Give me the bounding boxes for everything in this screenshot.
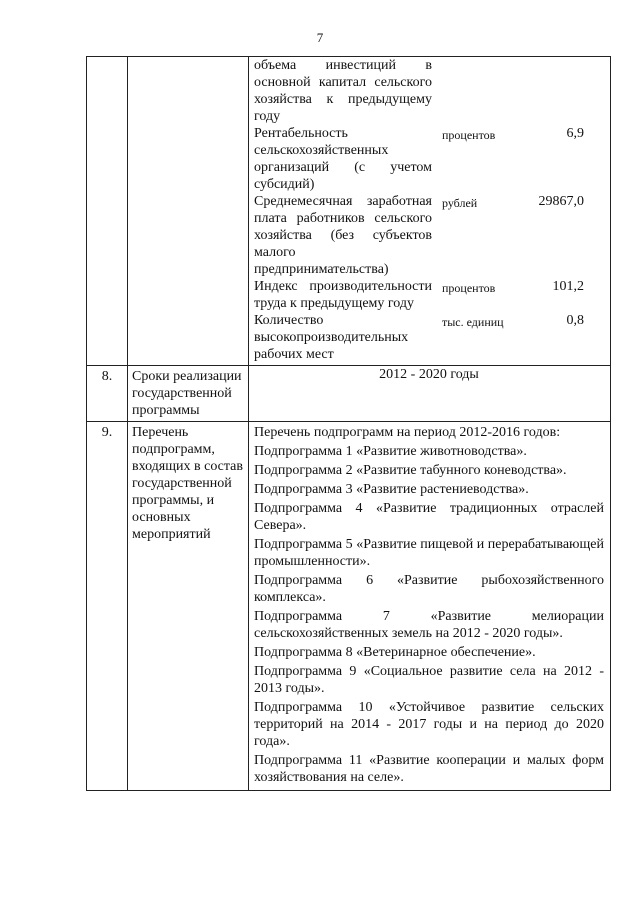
subprogram-item: Подпрограмма 1 «Развитие животноводства». (254, 444, 527, 459)
indicator-unit: рублей (442, 196, 478, 210)
indicator-row (254, 193, 604, 278)
indicator-unit (432, 57, 534, 125)
subprogram-item: Подпрограмма 5 «Развитие пищевой и перерабатывающей промышленности». (254, 537, 604, 569)
indicator-value: 29867,0 (538, 194, 584, 209)
subprogram-item: Подпрограмма 11 «Развитие кооперации и малых форм хозяйствования на селе». (254, 753, 604, 785)
table-row (87, 366, 611, 422)
indicator-name: Рентабельность сельскохозяйственных организаций (с учетом субсидий) (254, 126, 432, 192)
indicator-name: Количество высокопроизводительных рабочих мест (254, 313, 409, 362)
indicator-name: Среднемесячная заработная плата работников сельского хозяйства (без субъектов малого предпринимательства) (254, 194, 432, 277)
indicator-unit: процентов (442, 128, 496, 142)
subprogram-item: Подпрограмма 3 «Развитие растениеводства». (254, 482, 529, 497)
row-number: 8. (87, 366, 128, 422)
indicator-unit: тыс. единиц (442, 315, 504, 329)
indicator-name: Индекс производительности труда к предыдущему году (254, 279, 432, 311)
indicator-row (254, 125, 604, 193)
subprogram-item: Подпрограмма 9 «Социальное развитие села на 2012 - 2013 годы». (254, 664, 604, 696)
subprogram-item: Подпрограмма 8 «Ветеринарное обеспечение». (254, 645, 536, 660)
indicator-row (254, 57, 604, 125)
row-label: Перечень подпрограмм, входящих в состав государственной программы, и основных мероприятий (128, 422, 249, 791)
indicator-row (254, 278, 604, 312)
indicators-cell (249, 57, 611, 366)
indicator-value (534, 57, 604, 125)
label-cell (128, 57, 249, 366)
row-number: 9. (87, 422, 128, 791)
subprogram-item: Подпрограмма 7 «Развитие мелиорации сельскохозяйственных земель на 2012 - 2020 годы». (254, 609, 604, 641)
implementation-period: 2012 - 2020 годы (249, 366, 611, 422)
table-row (87, 57, 611, 366)
indicator-value: 101,2 (552, 279, 584, 294)
row-label: Сроки реализации государственной программы (128, 366, 249, 422)
subprogram-item: Подпрограмма 10 «Устойчивое развитие сельских территорий на 2014 - 2017 годы и на период до 2020 года». (254, 700, 604, 749)
indicator-unit: процентов (442, 281, 496, 295)
subprogram-item: Перечень подпрограмм на период 2012-2016 годов: (254, 425, 561, 440)
subprogram-item: Подпрограмма 2 «Развитие табунного коневодства». (254, 463, 567, 478)
page-number: 7 (316, 30, 324, 45)
indicator-value: 0,8 (566, 313, 584, 328)
indicator-name: объема инвестиций в основной капитал сельского хозяйства к предыдущему году (254, 58, 432, 124)
subprograms-cell (249, 422, 611, 791)
indicator-value: 6,9 (566, 126, 584, 141)
program-passport-table (86, 56, 611, 791)
subprogram-item: Подпрограмма 4 «Развитие традиционных отраслей Севера». (254, 501, 604, 533)
indicator-row (254, 312, 604, 363)
subprogram-item: Подпрограмма 6 «Развитие рыбохозяйственного комплекса». (254, 573, 604, 605)
num-cell (87, 57, 128, 366)
table-row (87, 422, 611, 791)
